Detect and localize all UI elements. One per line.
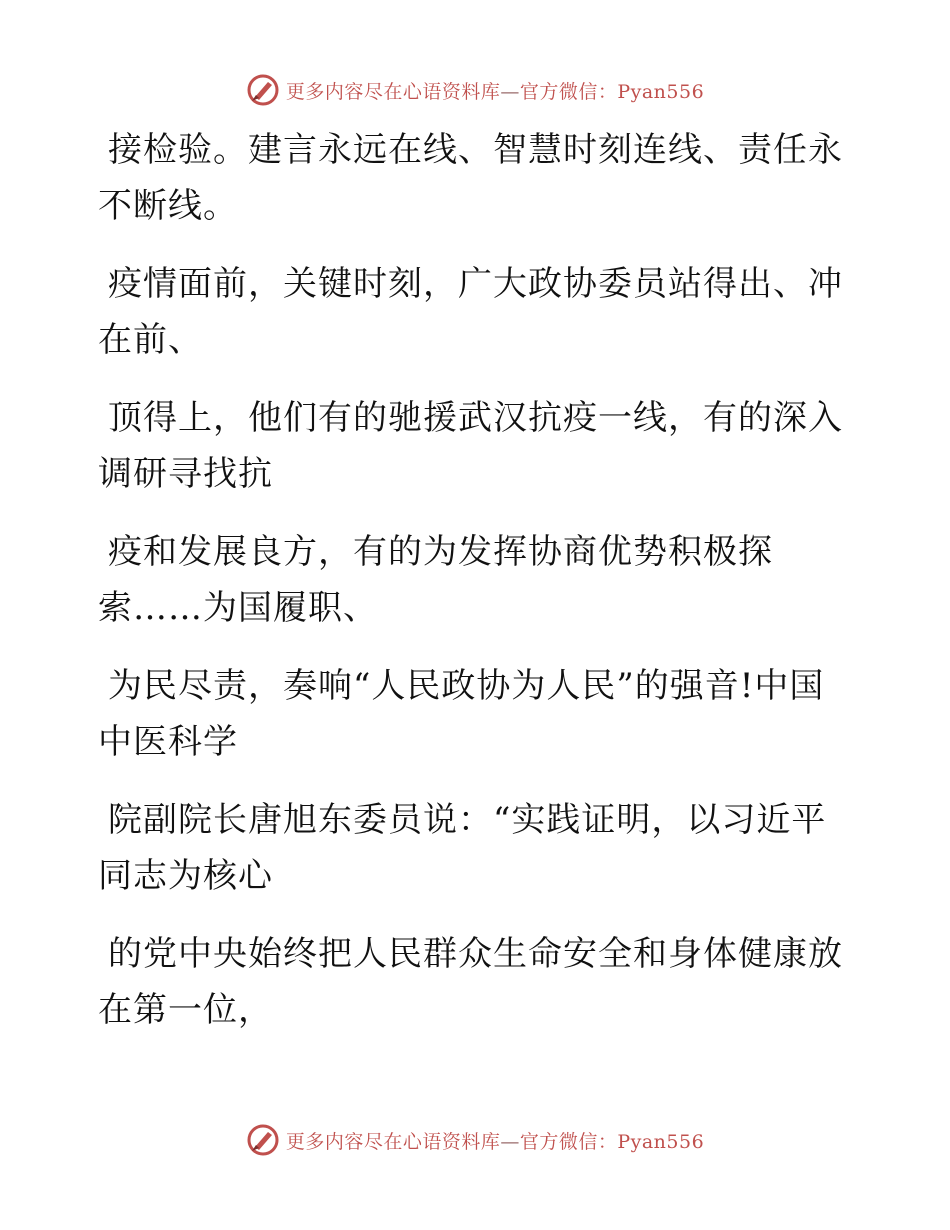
pen-logo-icon bbox=[246, 1123, 280, 1157]
paragraph-line: 不断线。 bbox=[98, 186, 238, 226]
paragraph-line: 接检验。建言永远在线、智慧时刻连线、责任永 bbox=[108, 130, 843, 170]
paragraph-7 bbox=[98, 926, 858, 1038]
paragraph-4 bbox=[98, 524, 858, 636]
pen-logo-icon bbox=[246, 73, 280, 107]
paragraph-line: 中医科学 bbox=[98, 722, 238, 762]
paragraph-3 bbox=[98, 390, 858, 502]
paragraph-line: 疫情面前，关键时刻，广大政协委员站得出、冲 bbox=[108, 264, 843, 304]
footer-banner bbox=[0, 1120, 950, 1160]
banner-text: 更多内容尽在心语资料库—官方微信：Pyan556 bbox=[285, 80, 705, 103]
paragraph-line: 在前、 bbox=[98, 320, 203, 360]
paragraph-5 bbox=[98, 658, 858, 770]
paragraph-6 bbox=[98, 792, 858, 904]
paragraph-line: 在第一位， bbox=[98, 990, 273, 1030]
paragraph-line: 索……为国履职、 bbox=[98, 588, 378, 628]
paragraph-1 bbox=[98, 122, 858, 234]
paragraph-line: 院副院长唐旭东委员说：“实践证明，以习近平 bbox=[108, 800, 827, 840]
banner-text: 更多内容尽在心语资料库—官方微信：Pyan556 bbox=[285, 1130, 705, 1153]
document-body bbox=[98, 122, 858, 1060]
paragraph-line: 为民尽责，奏响“人民政协为人民”的强音!中国 bbox=[108, 666, 825, 706]
header-banner bbox=[0, 70, 950, 110]
paragraph-line: 同志为核心 bbox=[98, 856, 273, 896]
paragraph-2 bbox=[98, 256, 858, 368]
paragraph-line: 调研寻找抗 bbox=[98, 454, 273, 494]
paragraph-line: 疫和发展良方，有的为发挥协商优势积极探 bbox=[108, 532, 773, 572]
paragraph-line: 的党中央始终把人民群众生命安全和身体健康放 bbox=[108, 934, 843, 974]
paragraph-line: 顶得上，他们有的驰援武汉抗疫一线，有的深入 bbox=[108, 398, 843, 438]
